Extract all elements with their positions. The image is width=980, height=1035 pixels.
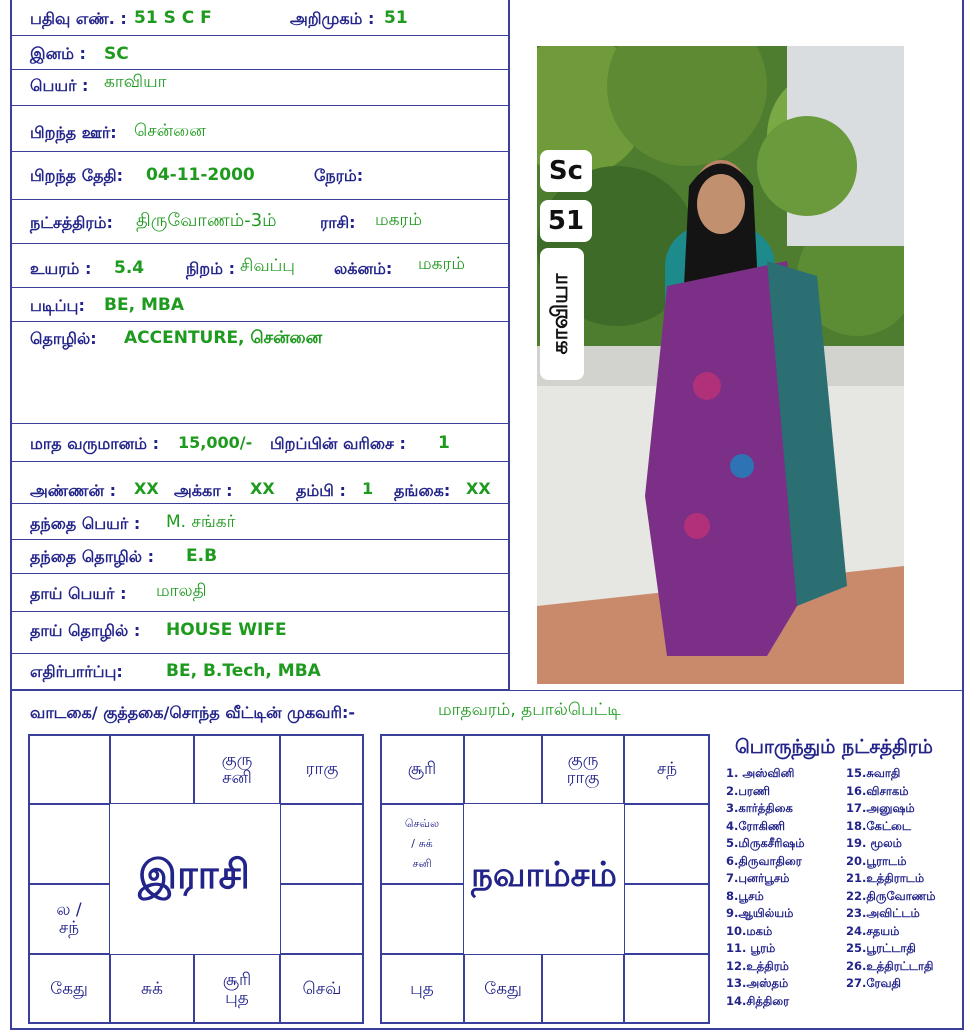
- name-value: காவியா: [104, 72, 167, 92]
- matching-star-item: 19. மூலம்: [846, 836, 902, 850]
- matching-star-item: 2.பரணி: [726, 783, 770, 798]
- rasi-cell-r3c1: [110, 954, 194, 1024]
- elder-brother-label: அண்ணன் :: [30, 481, 116, 500]
- color-value: சிவப்பு: [240, 256, 295, 276]
- mother-job-label: தாய் தொழில் :: [30, 621, 141, 640]
- navamsam-cell-r2c0: [380, 884, 464, 954]
- matching-star-item: 21.உத்திராடம்: [846, 871, 925, 885]
- navamsam-cell-r2c3: [624, 884, 710, 954]
- dob-value: 04-11-2000: [146, 165, 255, 185]
- matching-star-item: 11. பூரம்: [726, 941, 776, 955]
- younger-brother-value: 1: [362, 479, 374, 498]
- reg-label: பதிவு எண். :: [30, 9, 127, 28]
- height-label: உயரம் :: [30, 259, 92, 278]
- matching-stars-right: [846, 765, 936, 993]
- matching-stars-left: [726, 765, 804, 1010]
- father-job-label: தந்தை தொழில் :: [30, 547, 155, 566]
- rasi-cell-text: சுக்: [141, 979, 163, 999]
- expectation-label: எதிர்பார்ப்பு:: [30, 662, 123, 681]
- matching-star-item: 13.அஸ்தம்: [726, 976, 789, 990]
- expectation-value: BE, B.Tech, MBA: [166, 661, 321, 681]
- matching-star-item: 25.பூரட்டாதி: [846, 941, 916, 955]
- navamsam-cell-r0c2: [542, 734, 624, 804]
- star-label: நட்சத்திரம்:: [30, 213, 113, 232]
- education-label: படிப்பு:: [30, 296, 85, 315]
- navamsam-center: நவாம்சம்: [464, 804, 624, 950]
- rasi-cell-r0c1: [110, 734, 194, 804]
- address-label: வாடகை/ குத்தகை/சொந்த வீட்டின் முகவரி:-: [30, 703, 356, 722]
- mother-name-label: தாய் பெயர் :: [30, 584, 127, 603]
- caste-label: இனம் :: [30, 44, 86, 63]
- navamsam-cell-text: குரு ராகு: [566, 750, 600, 788]
- photo-name-tag: [540, 248, 584, 380]
- income-value: 15,000/-: [178, 433, 253, 452]
- elder-brother-value: XX: [134, 479, 159, 498]
- father-job-value: E.B: [186, 546, 218, 566]
- rasi-cell-r1c3: [280, 804, 364, 884]
- rasi-cell-r3c2: [194, 954, 280, 1024]
- star-value: திருவோணம்-3ம்: [136, 210, 277, 231]
- matching-star-item: 6.திருவாதிரை: [726, 853, 802, 868]
- matching-star-item: 9.ஆயில்யம்: [726, 906, 794, 920]
- caste-value: SC: [104, 44, 129, 64]
- lagnam-value: மகரம்: [418, 254, 466, 274]
- row-caste: [12, 36, 508, 70]
- younger-brother-label: தம்பி :: [296, 481, 346, 500]
- photo-caste-tag: Sc: [540, 150, 592, 192]
- navamsam-cell-r1c0: [380, 804, 464, 884]
- birthplace-label: பிறந்த ஊர்:: [30, 123, 117, 142]
- matching-star-item: 4.ரோகிணி: [726, 818, 786, 833]
- rasi-cell-r3c3: [280, 954, 364, 1024]
- photo-name-text: காவியா: [548, 273, 573, 355]
- mother-job-value: HOUSE WIFE: [166, 620, 287, 640]
- matching-star-item: 7.புனர்பூசம்: [726, 871, 790, 885]
- lagnam-label: லக்னம்:: [334, 259, 393, 278]
- rasi-cell-r2c3: [280, 884, 364, 954]
- matching-star-item: 26.உத்திரட்டாதி: [846, 958, 934, 973]
- mother-name-value: மாலதி: [156, 581, 207, 601]
- profile-photo: [537, 46, 904, 684]
- height-value: 5.4: [114, 258, 145, 278]
- rasi-cell-r1c0: [28, 804, 110, 884]
- father-name-value: M. சங்கர்: [166, 512, 236, 532]
- matching-star-item: 12.உத்திரம்: [726, 958, 789, 973]
- navamsam-cell-text: கேது: [484, 979, 522, 999]
- photo-number-tag: 51: [540, 200, 592, 242]
- matching-star-item: 3.கார்த்திகை: [726, 801, 793, 815]
- rasi-cell-text: ல / சந்: [56, 900, 82, 938]
- matching-star-item: 10.மகம்: [726, 923, 773, 938]
- birth-order-label: பிறப்பின் வரிசை :: [270, 434, 406, 453]
- matching-star-item: 22.திருவோணம்: [846, 888, 936, 903]
- matching-star-item: 5.மிருகசீரிஷம்: [726, 836, 805, 850]
- rasi-cell-r0c0: [28, 734, 110, 804]
- time-label: நேரம்:: [314, 166, 364, 185]
- navamsam-cell-r3c0: [380, 954, 464, 1024]
- job-value: ACCENTURE, சென்னை: [124, 328, 323, 348]
- row-education: [12, 288, 508, 322]
- address-divider: [12, 690, 964, 691]
- birth-order-value: 1: [438, 433, 450, 453]
- elder-sister-value: XX: [250, 479, 275, 498]
- navamsam-cell-r0c3: [624, 734, 710, 804]
- rasi-cell-text: சூரி புத: [222, 970, 252, 1008]
- matching-star-item: 24.சதயம்: [846, 923, 900, 938]
- navamsam-cell-r0c0: [380, 734, 464, 804]
- color-label: நிறம் :: [186, 259, 235, 278]
- navamsam-cell-r0c1: [464, 734, 542, 804]
- elder-sister-label: அக்கா :: [174, 481, 233, 500]
- rasi-center: இராசி: [112, 804, 276, 950]
- matching-star-item: 27.ரேவதி: [846, 976, 901, 990]
- rasi-cell-r3c0: [28, 954, 110, 1024]
- navamsam-cell-text: புத: [410, 979, 434, 999]
- navamsam-cell-text: செவ்ல / சுக் சனி: [404, 817, 440, 870]
- matching-star-item: 17.அனுஷம்: [846, 801, 915, 815]
- navamsam-cell-r3c3: [624, 954, 710, 1024]
- matching-star-item: 23.அவிட்டம்: [846, 906, 920, 920]
- rasi-value: மகரம்: [375, 210, 423, 230]
- navamsam-cell-text: சூரி: [407, 759, 437, 779]
- rasi-cell-text: கேது: [50, 979, 88, 999]
- navamsam-cell-r3c2: [542, 954, 624, 1024]
- rasi-cell-r0c3: [280, 734, 364, 804]
- education-value: BE, MBA: [104, 295, 184, 315]
- rasi-cell-text: ராகு: [305, 759, 339, 779]
- income-label: மாத வருமானம் :: [30, 434, 159, 453]
- intro-label: அறிமுகம் :: [290, 9, 375, 28]
- rasi-cell-r2c0: [28, 884, 110, 954]
- rasi-cell-text: செவ்: [302, 979, 342, 999]
- father-name-label: தந்தை பெயர் :: [30, 514, 141, 533]
- photo-illustration: [537, 46, 904, 684]
- column-divider: [508, 0, 510, 690]
- matching-star-item: 8.பூசம்: [726, 888, 764, 903]
- job-label: தொழில்:: [30, 329, 97, 348]
- younger-sister-label: தங்கை:: [394, 481, 451, 500]
- matching-star-item: 1. அஸ்வினி: [726, 766, 795, 780]
- matching-star-item: 18.கேட்டை: [846, 818, 912, 833]
- navamsam-cell-r3c1: [464, 954, 542, 1024]
- address-value: மாதவரம், தபால்பெட்டி: [438, 700, 621, 720]
- reg-value: 51 S C F: [134, 8, 212, 28]
- matching-star-item: 15.சுவாதி: [846, 766, 901, 780]
- matching-stars-title: பொருந்தும் நட்சத்திரம்: [735, 736, 933, 758]
- rasi-label: ராசி:: [320, 213, 356, 232]
- intro-value: 51: [384, 8, 408, 28]
- navamsam-cell-r1c3: [624, 804, 710, 884]
- rasi-cell-r0c2: [194, 734, 280, 804]
- navamsam-cell-text: சந்: [656, 759, 678, 779]
- rasi-cell-text: குரு சனி: [221, 750, 253, 788]
- matching-star-item: 14.சித்திரை: [726, 993, 790, 1008]
- birthplace-value: சென்னை: [134, 121, 206, 141]
- matching-star-item: 16.விசாகம்: [846, 783, 909, 798]
- dob-label: பிறந்த தேதி:: [30, 166, 124, 185]
- name-label: பெயர் :: [30, 76, 89, 95]
- matching-star-item: 20.பூராடம்: [846, 853, 907, 868]
- younger-sister-value: XX: [466, 479, 491, 498]
